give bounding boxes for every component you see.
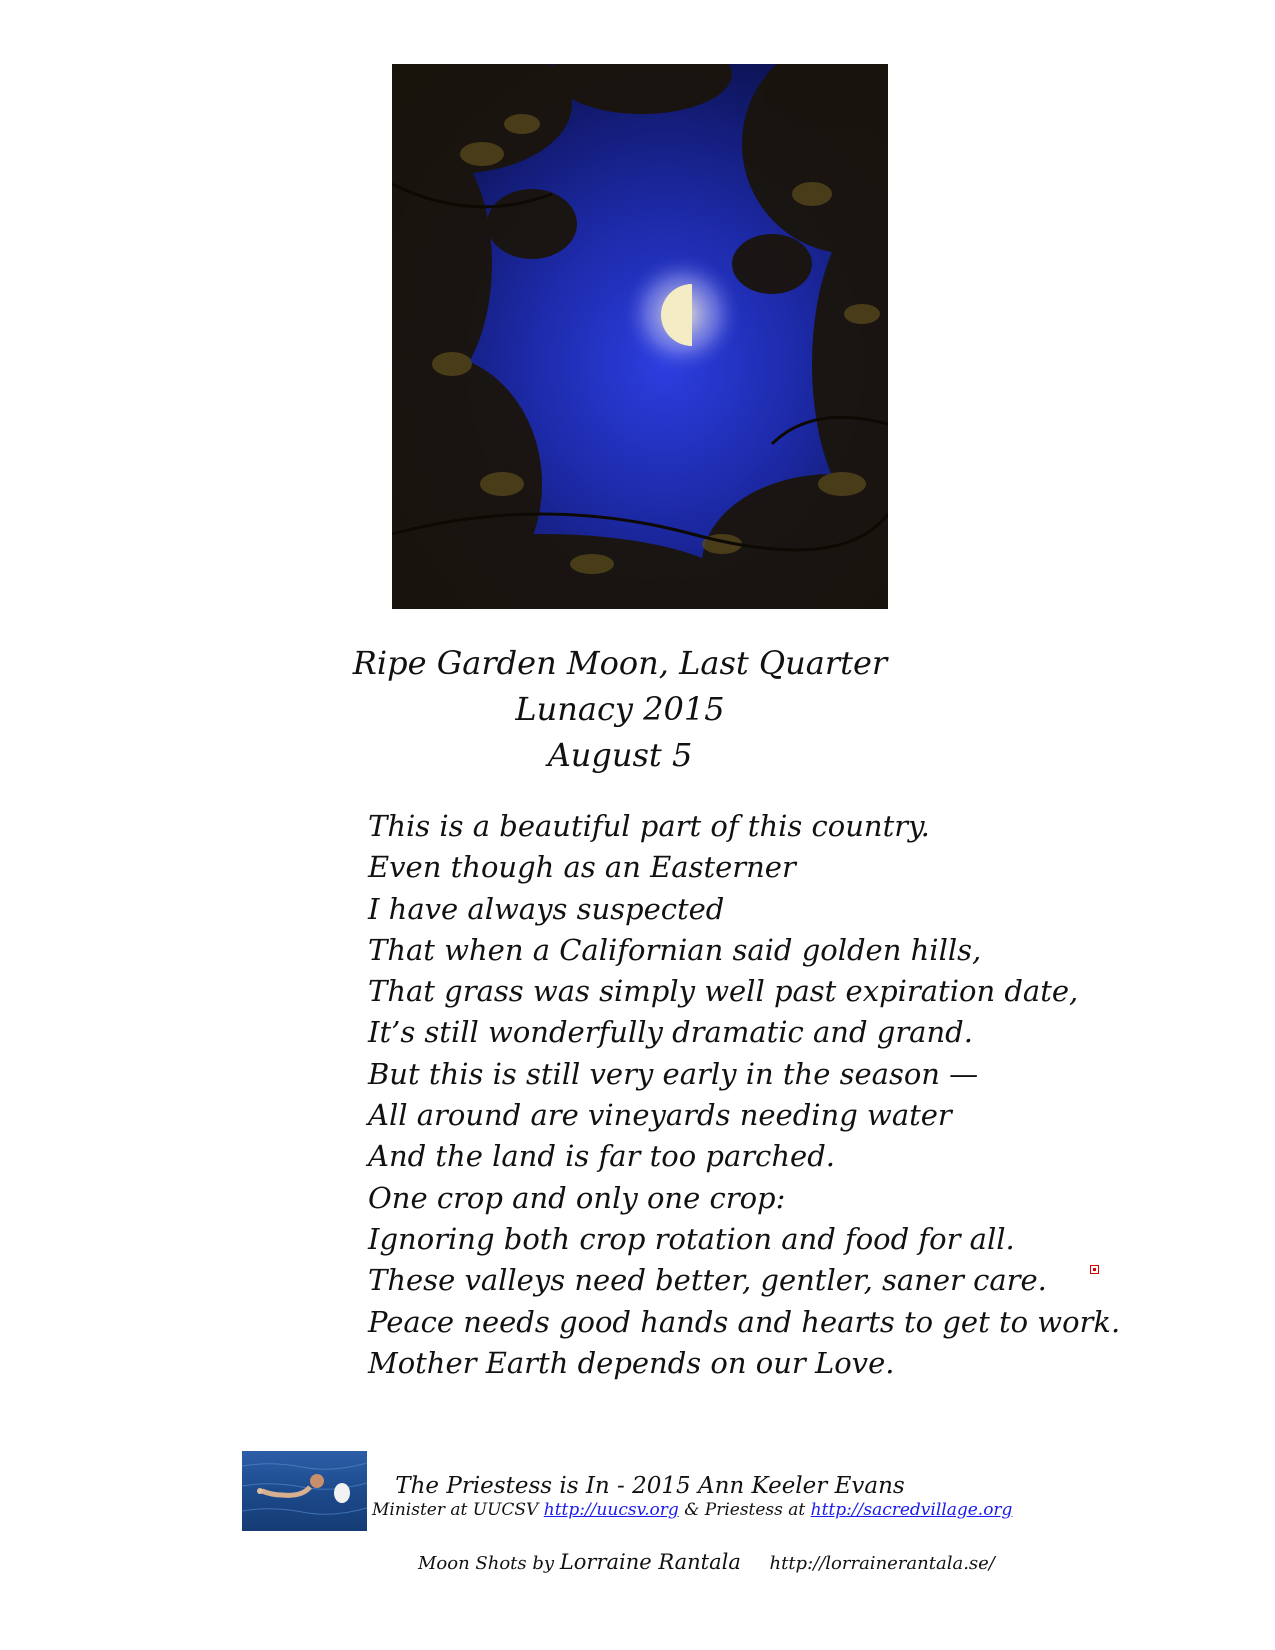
poem-line: That grass was simply well past expiration date, (368, 974, 1079, 1009)
footer-title: The Priestess is In - 2015 Ann Keeler Evans (395, 1473, 905, 1499)
poem-line: All around are vineyards needing water (368, 1098, 952, 1133)
poem-body (368, 806, 1121, 1384)
title-line-3: August 5 (547, 736, 693, 774)
poem-line: Mother Earth depends on our Love. (368, 1345, 895, 1380)
footer-affiliation (372, 1500, 1012, 1520)
poem-line: But this is still very early in the season — (368, 1056, 979, 1091)
sacredvillage-link[interactable]: http://sacredvillage.org (810, 1500, 1013, 1520)
moon-photo (392, 64, 888, 609)
poem-line: This is a beautiful part of this country. (368, 809, 930, 843)
minister-text: Minister at UUCSV (372, 1500, 539, 1520)
poem-line: That when a Californian said golden hills, (368, 932, 982, 967)
swimmer-photo-art (242, 1451, 367, 1531)
priestess-thumbnail (242, 1451, 367, 1531)
poem-line: I have always suspected (368, 891, 725, 926)
poem-line: And the land is far too parched. (368, 1139, 835, 1174)
poem-title (300, 640, 940, 778)
annotation-marker-icon[interactable] (1090, 1265, 1099, 1274)
photo-credit (418, 1550, 1118, 1574)
moon-photo-art (392, 64, 888, 609)
poem-line: Even though as an Easterner (368, 850, 796, 885)
poem-line: One crop and only one crop: (368, 1180, 786, 1215)
poem-line: These valleys need better, gentler, saner care. (368, 1263, 1047, 1298)
poem-line: It’s still wonderfully dramatic and grand. (368, 1015, 973, 1050)
credit-name: Lorraine Rantala (559, 1550, 741, 1574)
credit-url: http://lorrainerantala.se/ (769, 1553, 995, 1574)
priestess-text: & Priestess at (684, 1500, 806, 1520)
title-line-2: Lunacy 2015 (515, 690, 725, 728)
title-line-1: Ripe Garden Moon, Last Quarter (352, 644, 888, 682)
uucsv-link[interactable]: http://uucsv.org (543, 1500, 679, 1520)
credit-prefix: Moon Shots by (418, 1553, 555, 1574)
poem-line: Ignoring both crop rotation and food for all. (368, 1221, 1015, 1256)
poem-line: Peace needs good hands and hearts to get to work. (368, 1304, 1121, 1339)
